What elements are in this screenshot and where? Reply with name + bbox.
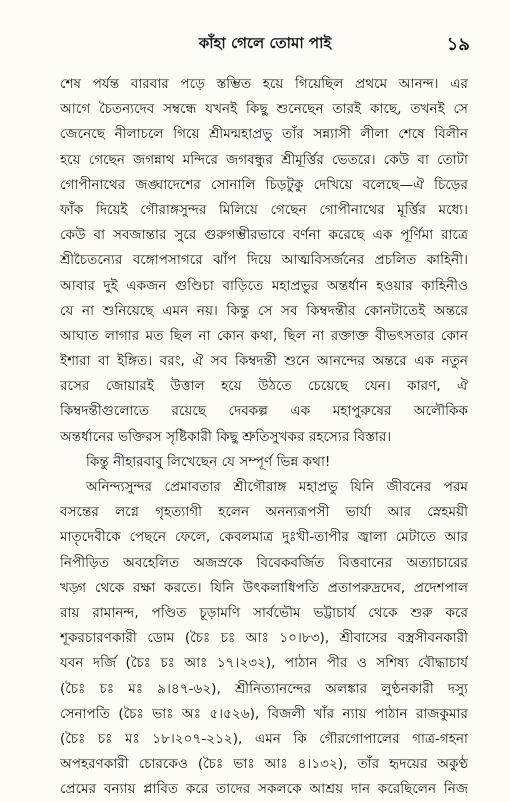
text-line: আঘাত লাগার মত ছিল না কোন কথা, ছিল না রক্তাক্ত বীভৎসতার কোন — [60, 327, 468, 344]
text-line: অপহরণকারী চোরকেও (চৈঃ ভাঃ আঃ ৪।১৩২), তাঁর হৃদয়ের অকুণ্ঠ — [60, 756, 468, 773]
text-line: আবার দুই একজন গুণ্ডিচা বাড়িতে মহাপ্রভুর অন্তর্ধান হওয়ার কাহিনীও — [60, 277, 468, 294]
text-line: শূকরচারণকারী ডোম (চৈঃ চঃ আঃ ১০।৮৩), শ্রীবাসের বস্ত্রসীবনকারী — [60, 630, 468, 647]
body-text — [60, 72, 468, 802]
text-line: শ্রীচৈতন্যের বঙ্গোপসাগরে ঝাঁপ দিয়ে আত্মবিসর্জনের প্রচলিত কাহিনী। — [60, 252, 468, 269]
text-line: মাতৃদেবীকে পেছনে ফেলে, কেবলমাত্র দুঃখী-তাপীর জ্বালা মেটাতে আর — [60, 529, 468, 546]
text-line: কিম্বদন্তীগুলোতে রয়েছে দেবকল্প এক মহাপুরুষের অলৌকিক — [60, 403, 468, 420]
text-line: গোপীনাথের জঙ্ঘাদেশের সোনালি চিড়টুকু দেখিয়ে বলেছে—ঐ চিড়ের — [60, 176, 468, 193]
text-line: শেষ পর্যন্ত বারবার পড়ে স্তম্ভিত হয়ে গিয়েছিল প্রথমে আনন্দ। এর — [60, 76, 468, 92]
page-number: ১৯ — [446, 34, 470, 55]
text-line: যবন দর্জি (চৈঃ চঃ আঃ ১৭।২৩২), পাঠান পীর ও সশিষ্য বৌদ্ধাচার্য — [60, 655, 468, 672]
text-line: বসন্তের লগ্নে গৃহত্যাগী হলেন অনন্যরূপসী ভার্যা আর স্নেহময়ী — [60, 504, 468, 521]
text-line: কিন্তু নীহারবাবু লিখেছেন যে সম্পূর্ণ ভিন্ন কথা! — [86, 453, 331, 470]
text-line: নিপীড়িত অবহেলিত অজস্রকে বিবেকবর্জিত বিত্তবানের অত্যাচারের — [60, 554, 468, 571]
text-line: হয়ে গেছেন জগন্নাথ মন্দিরে জগবন্ধুর শ্রীমূর্ত্তির ভেতরে। কেউ বা তোটা — [60, 151, 468, 168]
text-line: সেনাপতি (চৈঃ ভাঃ অঃ ৫।৫২৬), বিজলী খাঁর ন্যায় পাঠান রাজকুমার — [60, 705, 468, 722]
text-line: জেনেছে নীলাচলে গিয়ে শ্রীমন্মহাপ্রভু তাঁর সন্ন্যাসী লীলা শেষে বিলীন — [60, 126, 468, 143]
text-line: রসের জোয়ারই উত্তাল হয়ে উঠতে চেয়েছে যেন। কারণ, ঐ — [60, 378, 468, 395]
text-line: (চৈঃ চঃ মঃ ১৮।২০৭-২১২), এমন কি গৌরগোপালের গাত্র-গহনা — [60, 730, 468, 747]
text-line: কেউ বা সবজান্তার সুরে গুরুগম্ভীরভাবে বর্ণনা করেছে এক পূর্ণিমা রাত্রে — [60, 227, 468, 244]
text-line: রায় রামানন্দ, পণ্ডিত চূড়ামণি সার্বভৌম ভট্টাচার্য থেকে শুরু করে — [60, 604, 468, 621]
text-line: অনিন্দ্যসুন্দর প্রেমাবতার শ্রীগৌরাঙ্গ মহাপ্রভু যিনি জীবনের পরম — [86, 479, 468, 495]
text-line: (চৈঃ চঃ মঃ ৯।৪৭-৬২), শ্রীনিত্যানন্দের অলঙ্কার লুণ্ঠনকারী দস্যু — [60, 680, 468, 697]
text-line: অন্তর্ধানের ভক্তিরস সৃষ্টিকারী কিছু শ্রুতিসুখকর রহস্যের বিস্তার। — [60, 428, 392, 445]
running-head — [60, 30, 470, 58]
text-line: খড়্গ থেকে রক্ষা করতে। যিনি উৎকলাধিপতি প্রতাপরুদ্রদেব, প্রদেশপাল — [60, 579, 468, 596]
text-line: আগে চৈতন্যদেব সম্বন্ধে যখনই কিছু শুনেছেন তারই কাছে, তখনই সে — [60, 101, 468, 118]
text-line: প্রেমের বন্যায় প্লাবিত করে তাদের সকলকে আশ্রয় দান করেছিলেন নিজ — [60, 781, 468, 798]
text-line: ইশারা বা ইঙ্গিত। বরং, ঐ সব কিম্বদন্তী শুনে আনন্দের অন্তরে এক নতুন — [60, 353, 468, 370]
running-title: কাঁহা গেলে তোমা পাই — [198, 34, 332, 52]
text-line: যে না শুনিয়েছে এমন নয়। কিন্তু সে সব কিম্বদন্তীর কোনটাতেই অন্তরে — [60, 302, 468, 319]
text-line: ফাঁক দিয়েই গৌরাঙ্গসুন্দর মিলিয়ে গেছেন গোপীনাথের মূর্ত্তির মধ্যে। — [60, 201, 468, 218]
